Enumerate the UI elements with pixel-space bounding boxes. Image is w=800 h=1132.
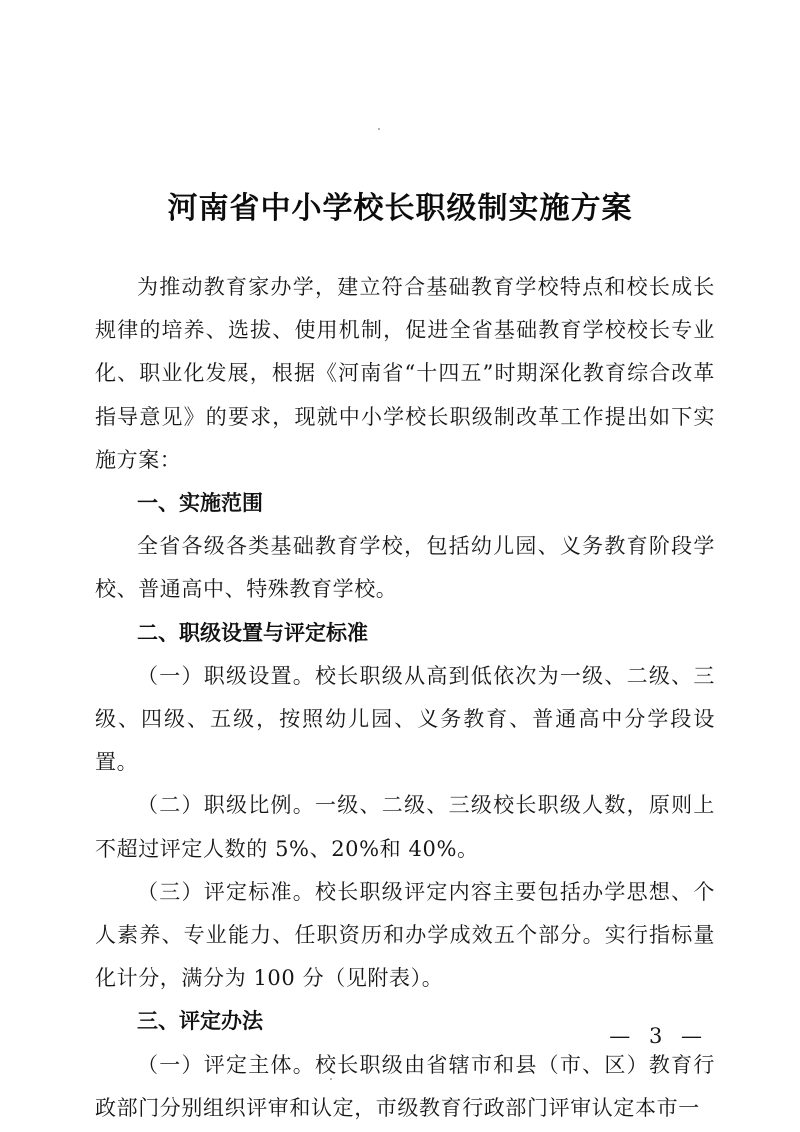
intro-paragraph: 为推动教育家办学，建立符合基础教育学校特点和校长成长规律的培养、选拔、使用机制，促进全省基础教育学校校长专业化、职业化发展，根据《河南省“十四五”时期深化教育综合改革指导意见》的要求，现就中小学校长职级制改革工作提出如下实施方案： <box>95 275 715 472</box>
section-heading-methods: 三、评定办法 <box>137 1009 263 1034</box>
section-heading-levels: 二、职级设置与评定标准 <box>137 620 368 645</box>
document-title: 河南省中小学校长职级制实施方案 <box>167 191 633 226</box>
page-number: — 3 — <box>609 1024 708 1048</box>
evaluation-body-paragraph: （一）评定主体。校长职级由省辖市和县（市、区）教育行政部门分别组织评审和认定，市级教育行政部门评审认定本市一 <box>95 1052 715 1120</box>
section-heading-scope: 一、实施范围 <box>137 491 263 516</box>
scope-paragraph: 全省各级各类基础教育学校，包括幼儿园、义务教育阶段学校、普通高中、特殊教育学校。 <box>95 534 715 602</box>
scan-speck <box>378 128 380 130</box>
level-setting-paragraph: （一）职级设置。校长职级从高到低依次为一级、二级、三级、四级、五级，按照幼儿园、义务教育、普通高中分学段设置。 <box>95 663 715 775</box>
document-body <box>95 266 715 1130</box>
level-ratio-paragraph: （二）职级比例。一级、二级、三级校长职级人数，原则上不超过评定人数的 5%、20%和 40%。 <box>95 793 715 861</box>
evaluation-standard-paragraph: （三）评定标准。校长职级评定内容主要包括办学思想、个人素养、专业能力、任职资历和办学成效五个部分。实行指标量化计分，满分为 100 分（见附表）。 <box>95 879 715 991</box>
